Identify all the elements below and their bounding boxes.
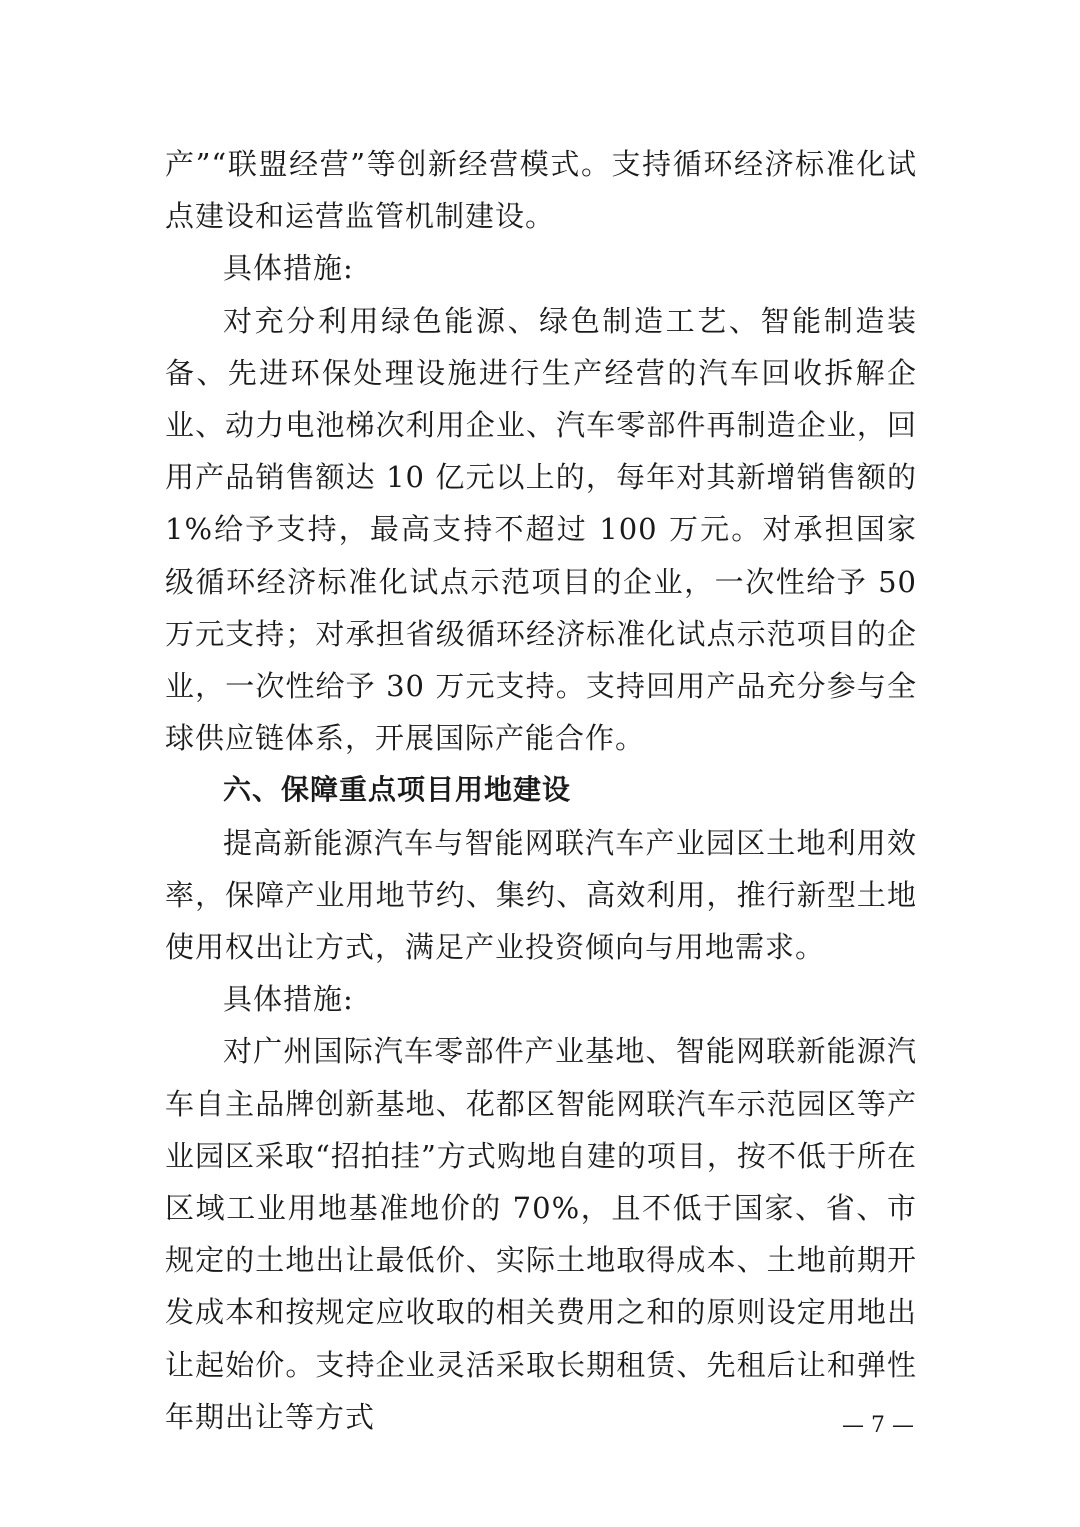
paragraph-recycling-measures: 对充分利用绿色能源、绿色制造工艺、智能制造装备、先进环保处理设施进行生产经营的汽车回收拆解企业、动力电池梯次利用企业、汽车零部件再制造企业，回用产品销售额达 10 亿元以上的，每年对其新增销售额的 1%给予支持，最高支持不超过 100 万元。对承担国家级循环经济标准化试点示范项目的企业，一次性给予 50 万元支持；对承担省级循环经济标准化试点示范项目的企业，一次性给予 30 万元支持。支持回用产品充分参与全球供应链体系，开展国际产能合作。	[165, 303, 917, 756]
measures-label: 具体措施:	[223, 982, 354, 1017]
paragraph-land-use-measures: 对广州国际汽车零部件产业基地、智能网联新能源汽车自主品牌创新基地、花都区智能网联汽车示范园区等产业园区采取“招拍挂”方式购地自建的项目，按不低于所在区域工业用地基准地价的 70%，且不低于国家、省、市规定的土地出让最低价、实际土地取得成本、土地前期开发成本和按规定应收取的相关费用之和的原则设定用地出让起始价。支持企业灵活采取长期租赁、先租后让和弹性年期出让等方式	[165, 1034, 917, 1434]
section-heading-land-use: 六、保障重点项目用地建设	[223, 773, 572, 807]
document-body	[165, 138, 917, 1443]
measures-label: 具体措施:	[223, 251, 354, 286]
page-number: — 7 —	[842, 1413, 914, 1438]
paragraph-land-use-intro: 提高新能源汽车与智能网联汽车产业园区土地利用效率，保障产业用地节约、集约、高效利用，推行新型土地使用权出让方式，满足产业投资倾向与用地需求。	[165, 825, 917, 965]
paragraph-continuation: 产”“联盟经营”等创新经营模式。支持循环经济标准化试点建设和运营监管机制建设。	[165, 147, 917, 234]
